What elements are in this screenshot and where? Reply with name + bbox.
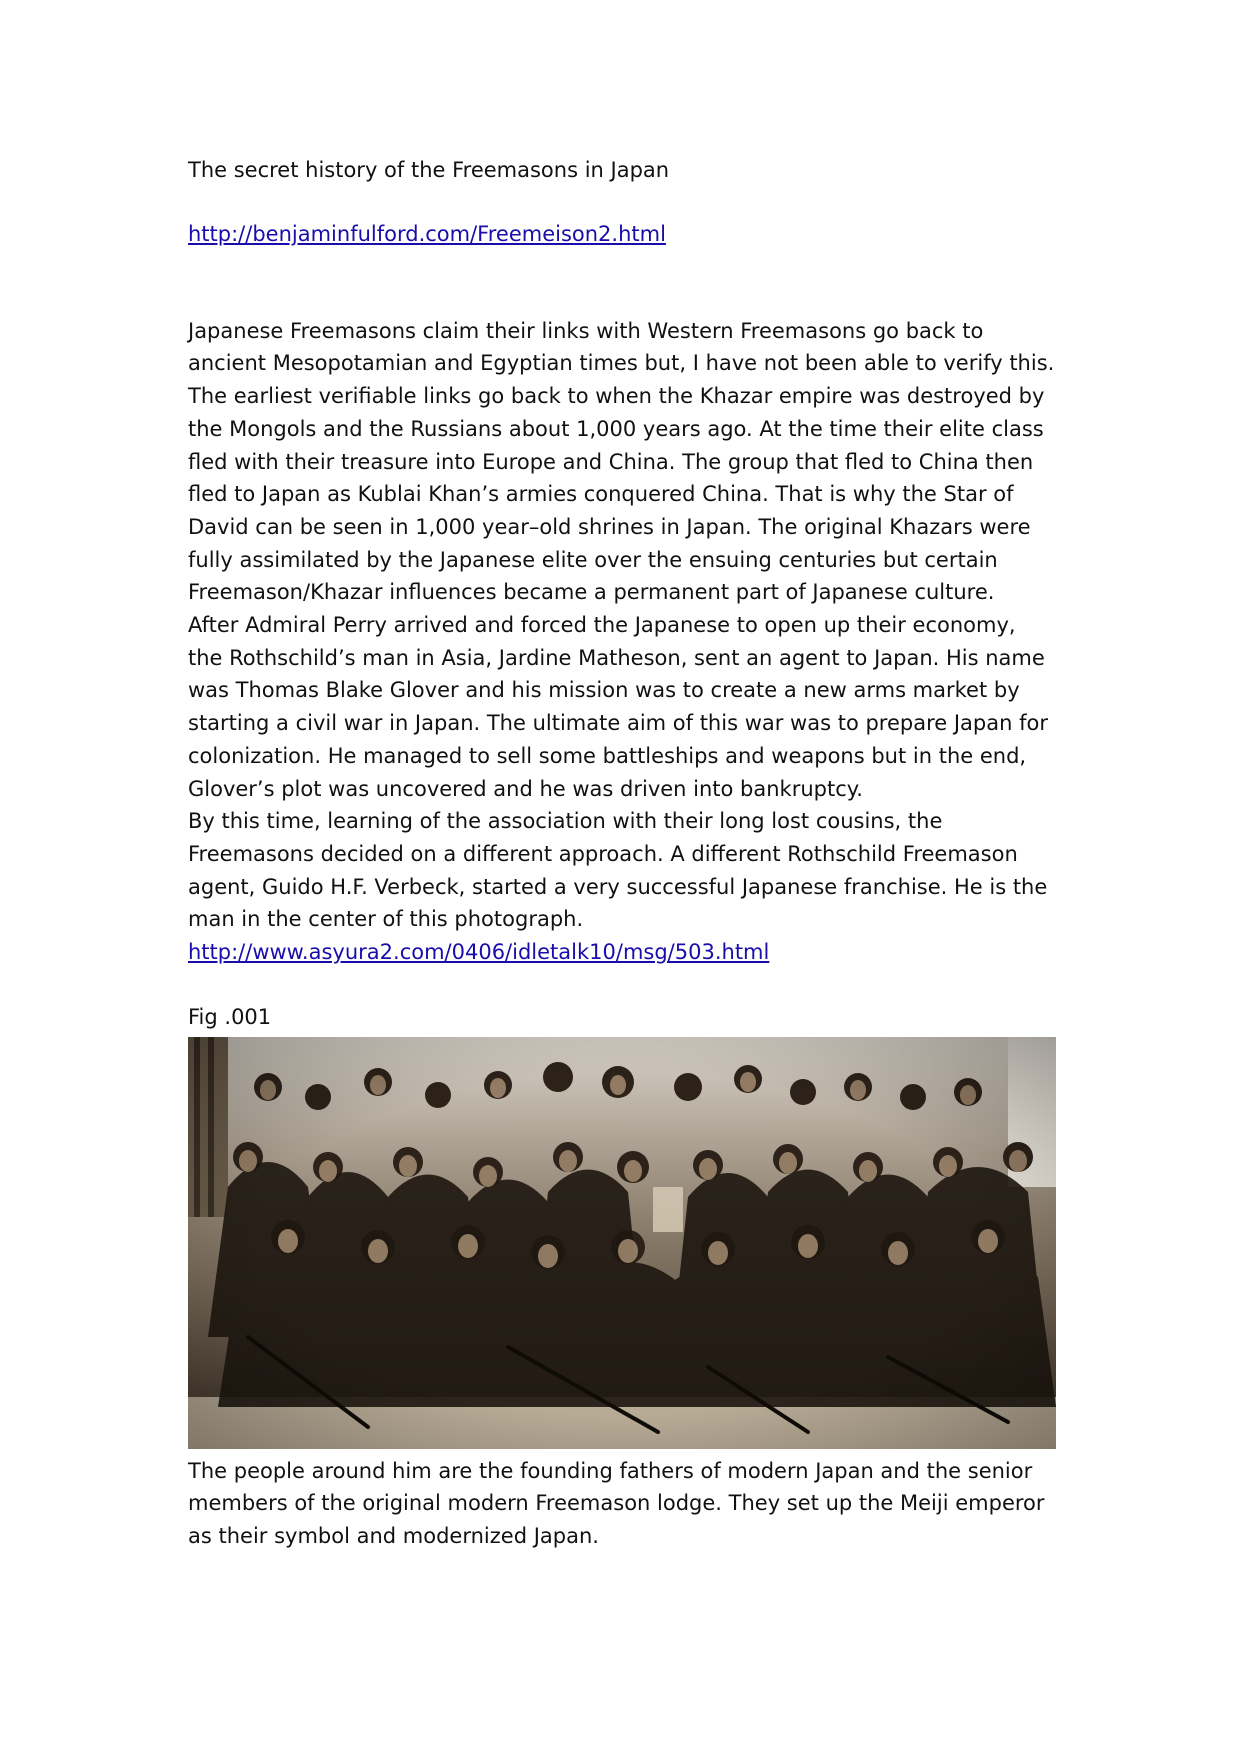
document-page xyxy=(188,154,1056,1553)
paragraph-khazar: Japanese Freemasons claim their links with Western Freemasons go back to ancient Mesopotamian and Egyptian times but, I have not been able to verify this. The earliest verifiable links go back to when the Khazar empire was destroyed by the Mongols and the Russians about 1,000 years ago. At the time their elite class fled with their treasure into Europe and China. The group that fled to China then fled to Japan as Kublai Khan’s armies conquered China. That is why the Star of David can be seen in 1,000 year–old shrines in Japan. The original Khazars were fully assimilated by the Japanese elite over the ensuing centuries but certain Freemason/Khazar influences became a permanent part of Japanese culture. xyxy=(188,318,1055,605)
photo-caption: The people around him are the founding fathers of modern Japan and the senior members of the original modern Freemason lodge. They set up the Meiji emperor as their symbol and modernized Japan. xyxy=(188,1458,1045,1549)
paragraph-glover: After Admiral Perry arrived and forced the Japanese to open up their economy, the Rothschild’s man in Asia, Jardine Matheson, sent an agent to Japan. His name was Thomas Blake Glover and his mission was to create a new arms market by starting a civil war in Japan. The ultimate aim of this war was to prepare Japan for colonization. He managed to sell some battleships and weapons but in the end, Glover’s plot was uncovered and he was driven into bankruptcy. xyxy=(188,613,1048,801)
body-text xyxy=(188,315,1056,969)
figure-label: Fig .001 xyxy=(188,1004,272,1029)
photo-source-link[interactable]: http://www.asyura2.com/0406/idletalk10/msg/503.html xyxy=(188,940,770,965)
source-link[interactable]: http://benjaminfulford.com/Freemeison2.html xyxy=(188,222,666,246)
document-title: The secret history of the Freemasons in Japan xyxy=(188,158,670,182)
paragraph-verbeck: By this time, learning of the association with their long lost cousins, the Freemasons decided on a different approach. A different Rothschild Freemason agent, Guido H.F. Verbeck, started a very successful Japanese franchise. He is the man in the center of this photograph. xyxy=(188,809,1048,932)
group-photograph xyxy=(188,1037,1056,1449)
